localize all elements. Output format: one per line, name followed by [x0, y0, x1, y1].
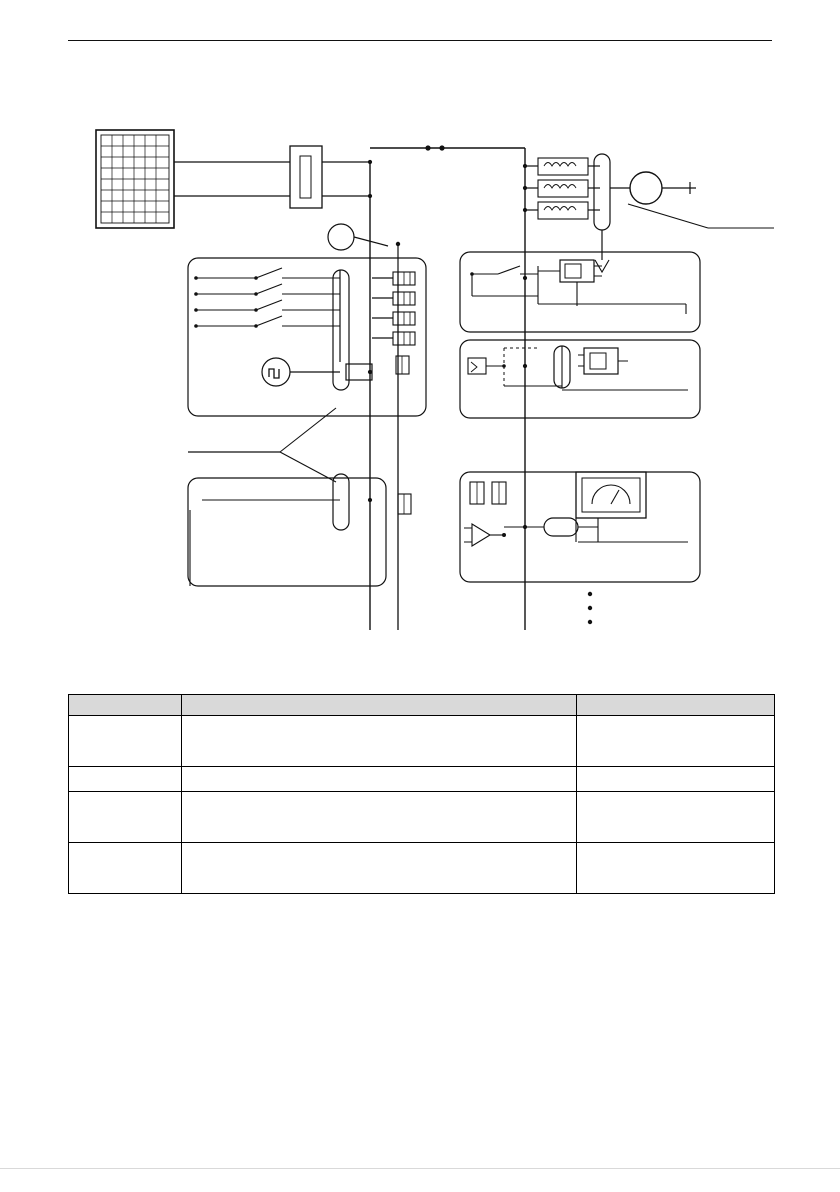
table-cell-a: [69, 716, 182, 767]
table-header: [69, 695, 775, 716]
instrument-panel-right-bottom: [460, 472, 700, 582]
table-body: [69, 716, 775, 894]
table-cell-b: [182, 716, 577, 767]
table-cell-c: [577, 843, 775, 894]
table-cell-b: [182, 767, 577, 792]
table-cell-c: [577, 792, 775, 843]
header-rule: [68, 40, 772, 41]
table-cell-a: [69, 792, 182, 843]
table-row: [69, 767, 775, 792]
solar-panel-array: [96, 130, 174, 228]
table-row: [69, 792, 775, 843]
table-header-cell-3: [577, 695, 775, 716]
generator: [610, 172, 696, 204]
schematic-diagram: [68, 100, 778, 645]
control-panel-right-middle: [460, 340, 700, 418]
table-cell-a: [69, 767, 182, 792]
bus-meter: [328, 224, 388, 250]
line-reactor: [594, 154, 610, 272]
combiner-box: [290, 146, 322, 208]
footer-rule: [0, 1168, 840, 1169]
waveform-source: [262, 358, 340, 386]
table-header-row: [69, 695, 775, 716]
table-cell-c: [577, 767, 775, 792]
lower-left-panel: [188, 474, 411, 586]
transformer-bank: [523, 158, 600, 219]
table-header-cell-1: [69, 695, 182, 716]
terminal-blocks: [372, 272, 415, 374]
amplifier-symbol: [464, 524, 506, 546]
relay-panel-left: [188, 258, 426, 416]
switchgear-panel-right-top: [460, 252, 700, 332]
table-cell-b: [182, 843, 577, 894]
table-row: [69, 843, 775, 894]
table-cell-b: [182, 792, 577, 843]
table-row: [69, 716, 775, 767]
dotted-continuation: [588, 592, 592, 624]
table-header-cell-2: [182, 695, 577, 716]
specification-table: [68, 694, 775, 894]
table-cell-a: [69, 843, 182, 894]
table-cell-c: [577, 716, 775, 767]
